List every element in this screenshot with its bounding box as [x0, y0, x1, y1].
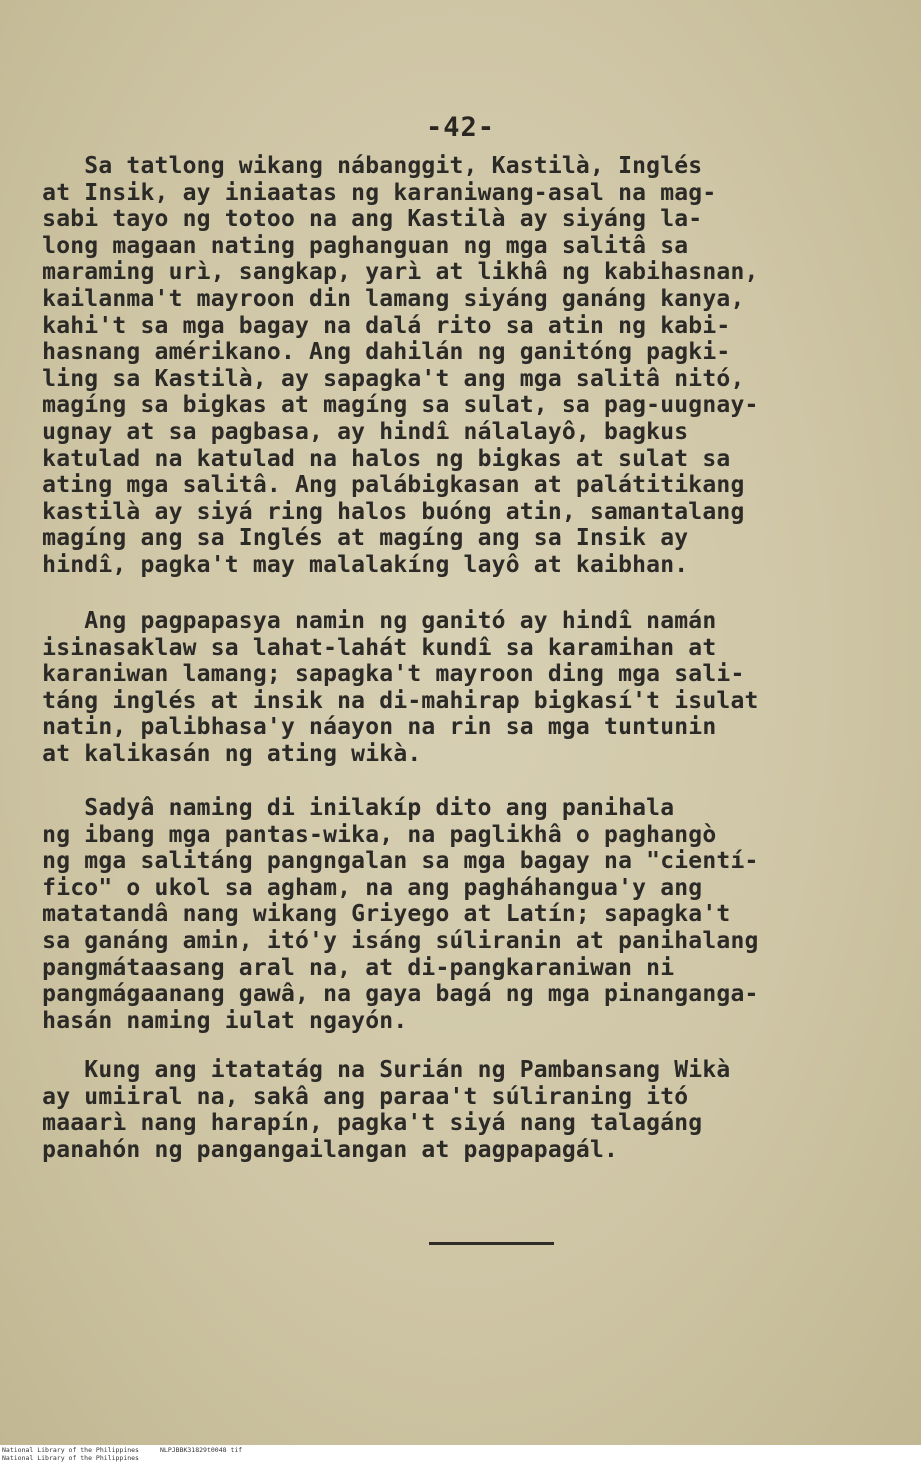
- scan-footer: [0, 1445, 921, 1463]
- end-rule: [429, 1242, 554, 1245]
- text-line: Ang pagpapasya namin ng ganitó ay hindî namán: [0, 608, 717, 634]
- paragraph-3: [0, 795, 921, 1034]
- text-line: ugnay at sa pagbasa, ay hindî nálalayô, bagkus: [0, 418, 689, 445]
- text-line: at Insik, ay iniaatas ng karaniwang-asal na mag-: [0, 179, 717, 206]
- text-line: kailanma't mayroon din lamang siyáng ganáng kanya,: [0, 285, 745, 312]
- text-line: kahi't sa mga bagay na dalá rito sa atin ng kabi-: [0, 312, 731, 339]
- text-line: kastilà ay siyá ring halos buóng atin, samantalang: [0, 498, 745, 525]
- text-line: karaniwan lamang; sapagka't mayroon ding mga sali-: [0, 661, 745, 688]
- text-line: magíng sa bigkas at magíng sa sulat, sa pag-uugnay-: [0, 392, 759, 419]
- text-line: at kalikasán ng ating wikà.: [0, 740, 422, 767]
- footer-library-name: National Library of the Philippines: [2, 1446, 139, 1454]
- text-line: panahón ng pangangailangan at pagpapagál.: [0, 1136, 619, 1163]
- text-line: ling sa Kastilà, ay sapagka't ang mga salitâ nitó,: [0, 365, 745, 392]
- text-line: hasán naming iulat ngayón.: [0, 1007, 408, 1034]
- paragraph-2: [0, 608, 921, 768]
- text-line: maaarì nang harapín, pagka't siyá nang talagáng: [0, 1110, 703, 1137]
- text-line: pangmátaasang aral na, at di-pangkaraniwan ni: [0, 954, 675, 981]
- text-line: ating mga salitâ. Ang palábigkasan at palátitikang: [0, 472, 745, 499]
- text-line: Sa tatlong wikang nábanggit, Kastilà, Inglés: [0, 153, 703, 179]
- text-line: Kung ang itatatág na Surián ng Pambansang Wikà: [0, 1057, 731, 1083]
- text-line: maraming urì, sangkap, yarì at likhâ ng kabihasnan,: [0, 259, 759, 286]
- text-line: Sadyâ naming di inilakíp dito ang panihala: [0, 795, 675, 821]
- text-line: matatandâ nang wikang Griyego at Latín; sapagka't: [0, 901, 731, 928]
- text-line: sabi tayo ng totoo na ang Kastilà ay siyáng la-: [0, 206, 703, 233]
- text-line: pangmágaanang gawâ, na gaya bagá ng mga pinanganga-: [0, 981, 759, 1008]
- text-line: sa ganáng amin, itó'y isáng súliranin at panihalang: [0, 927, 759, 954]
- text-line: ng ibang mga pantas-wika, na paglikhâ o paghangò: [0, 821, 717, 848]
- text-line: isinasaklaw sa lahat-lahát kundî sa karamihan at: [0, 634, 717, 661]
- text-line: fico" o ukol sa agham, na ang pagháhangua'y ang: [0, 874, 703, 901]
- text-line: ng mga salitáng pangngalan sa mga bagay na "cientí-: [0, 848, 759, 875]
- page-number: -42-: [425, 112, 496, 143]
- text-line: katulad na katulad na halos ng bigkas at sulat sa: [0, 445, 731, 472]
- paragraph-1: [0, 153, 921, 579]
- text-line: hasnang amérikano. Ang dahilán ng ganitóng pagki-: [0, 339, 731, 366]
- text-line: natin, palibhasa'y náayon na rin sa mga tuntunin: [0, 714, 717, 741]
- paragraph-4: [0, 1057, 921, 1163]
- text-line: ay umiiral na, sakâ ang paraa't súliraning itó: [0, 1083, 689, 1110]
- text-line: magíng ang sa Inglés at magíng ang sa Insik ay: [0, 525, 689, 552]
- text-line: long magaan nating paghanguan ng mga salitâ sa: [0, 232, 689, 259]
- text-line: táng inglés at insik na di-mahirap bigkasí't isulat: [0, 687, 759, 714]
- text-line: hindî, pagka't may malalakíng layô at kaibhan.: [0, 551, 689, 578]
- footer-file-id: NLPJBBK31829t0048 tif: [160, 1446, 243, 1454]
- footer-library-name-2: National Library of the Philippines: [2, 1454, 139, 1462]
